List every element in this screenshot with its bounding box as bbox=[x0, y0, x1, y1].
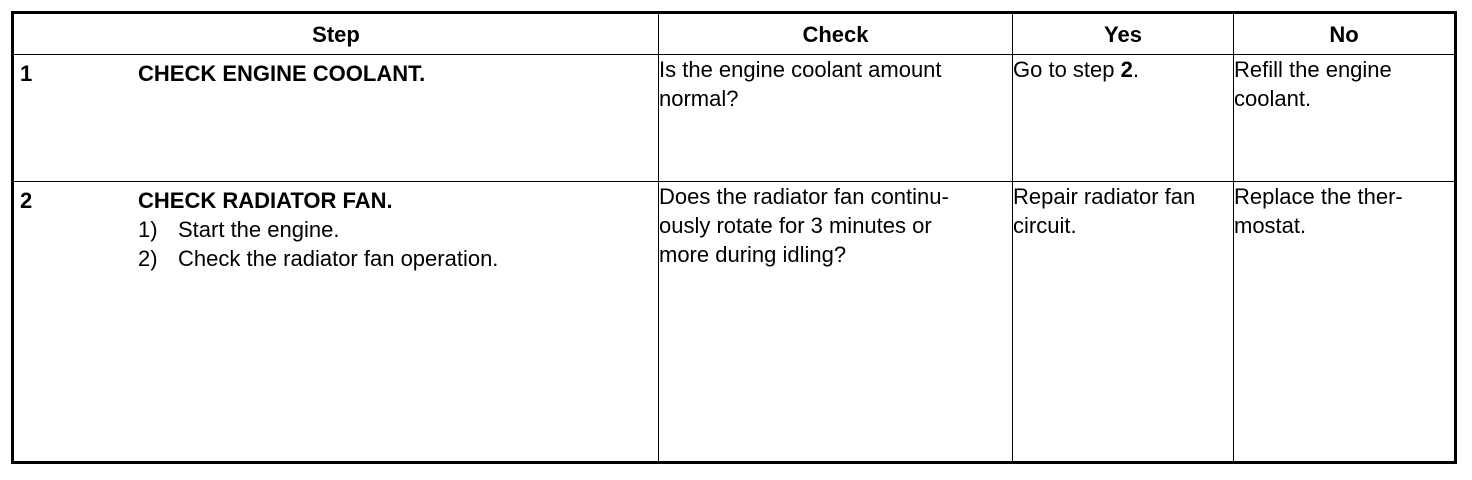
no-text-line: coolant. bbox=[1234, 86, 1312, 111]
no-text-line: Replace the ther- bbox=[1234, 184, 1403, 209]
table-row bbox=[13, 55, 1456, 182]
yes-cell bbox=[1013, 55, 1234, 182]
substep-number: 1) bbox=[138, 217, 158, 242]
yes-text-line: circuit. bbox=[1013, 213, 1077, 238]
step-cell bbox=[13, 55, 659, 182]
check-cell bbox=[659, 55, 1013, 182]
check-text-line: Is the engine coolant amount bbox=[659, 57, 942, 82]
no-cell bbox=[1234, 55, 1456, 182]
step-number: 2 bbox=[20, 188, 33, 213]
step-title: CHECK RADIATOR FAN. bbox=[138, 188, 393, 213]
check-text-line: normal? bbox=[659, 86, 739, 111]
header-step: Step bbox=[13, 13, 659, 55]
header-yes: Yes bbox=[1013, 13, 1234, 55]
header-check: Check bbox=[659, 13, 1013, 55]
check-text-line: Does the radiator fan continu- bbox=[659, 184, 949, 209]
check-text-line: ously rotate for 3 minutes or bbox=[659, 213, 932, 238]
yes-cell bbox=[1013, 182, 1234, 463]
step-title: CHECK ENGINE COOLANT. bbox=[138, 61, 426, 86]
substep-number: 2) bbox=[138, 246, 158, 271]
substep bbox=[138, 244, 652, 273]
table-row bbox=[13, 182, 1456, 463]
header-no: No bbox=[1234, 13, 1456, 55]
yes-text: Go to step bbox=[1013, 57, 1121, 82]
diagnostic-table bbox=[11, 11, 1457, 464]
yes-step-ref: 2 bbox=[1120, 57, 1133, 82]
substep bbox=[138, 215, 652, 244]
check-cell bbox=[659, 182, 1013, 463]
no-cell bbox=[1234, 182, 1456, 463]
step-cell bbox=[13, 182, 659, 463]
yes-text-line: Repair radiator fan bbox=[1013, 184, 1196, 209]
check-text-line: more during idling? bbox=[659, 242, 847, 267]
substep-text: Start the engine. bbox=[178, 217, 340, 242]
no-text-line: Refill the engine bbox=[1234, 57, 1392, 82]
step-number: 1 bbox=[20, 61, 33, 86]
substep-text: Check the radiator fan operation. bbox=[178, 246, 499, 271]
header-row bbox=[13, 13, 1456, 55]
yes-text-suffix: . bbox=[1132, 57, 1139, 82]
no-text-line: mostat. bbox=[1234, 213, 1307, 238]
